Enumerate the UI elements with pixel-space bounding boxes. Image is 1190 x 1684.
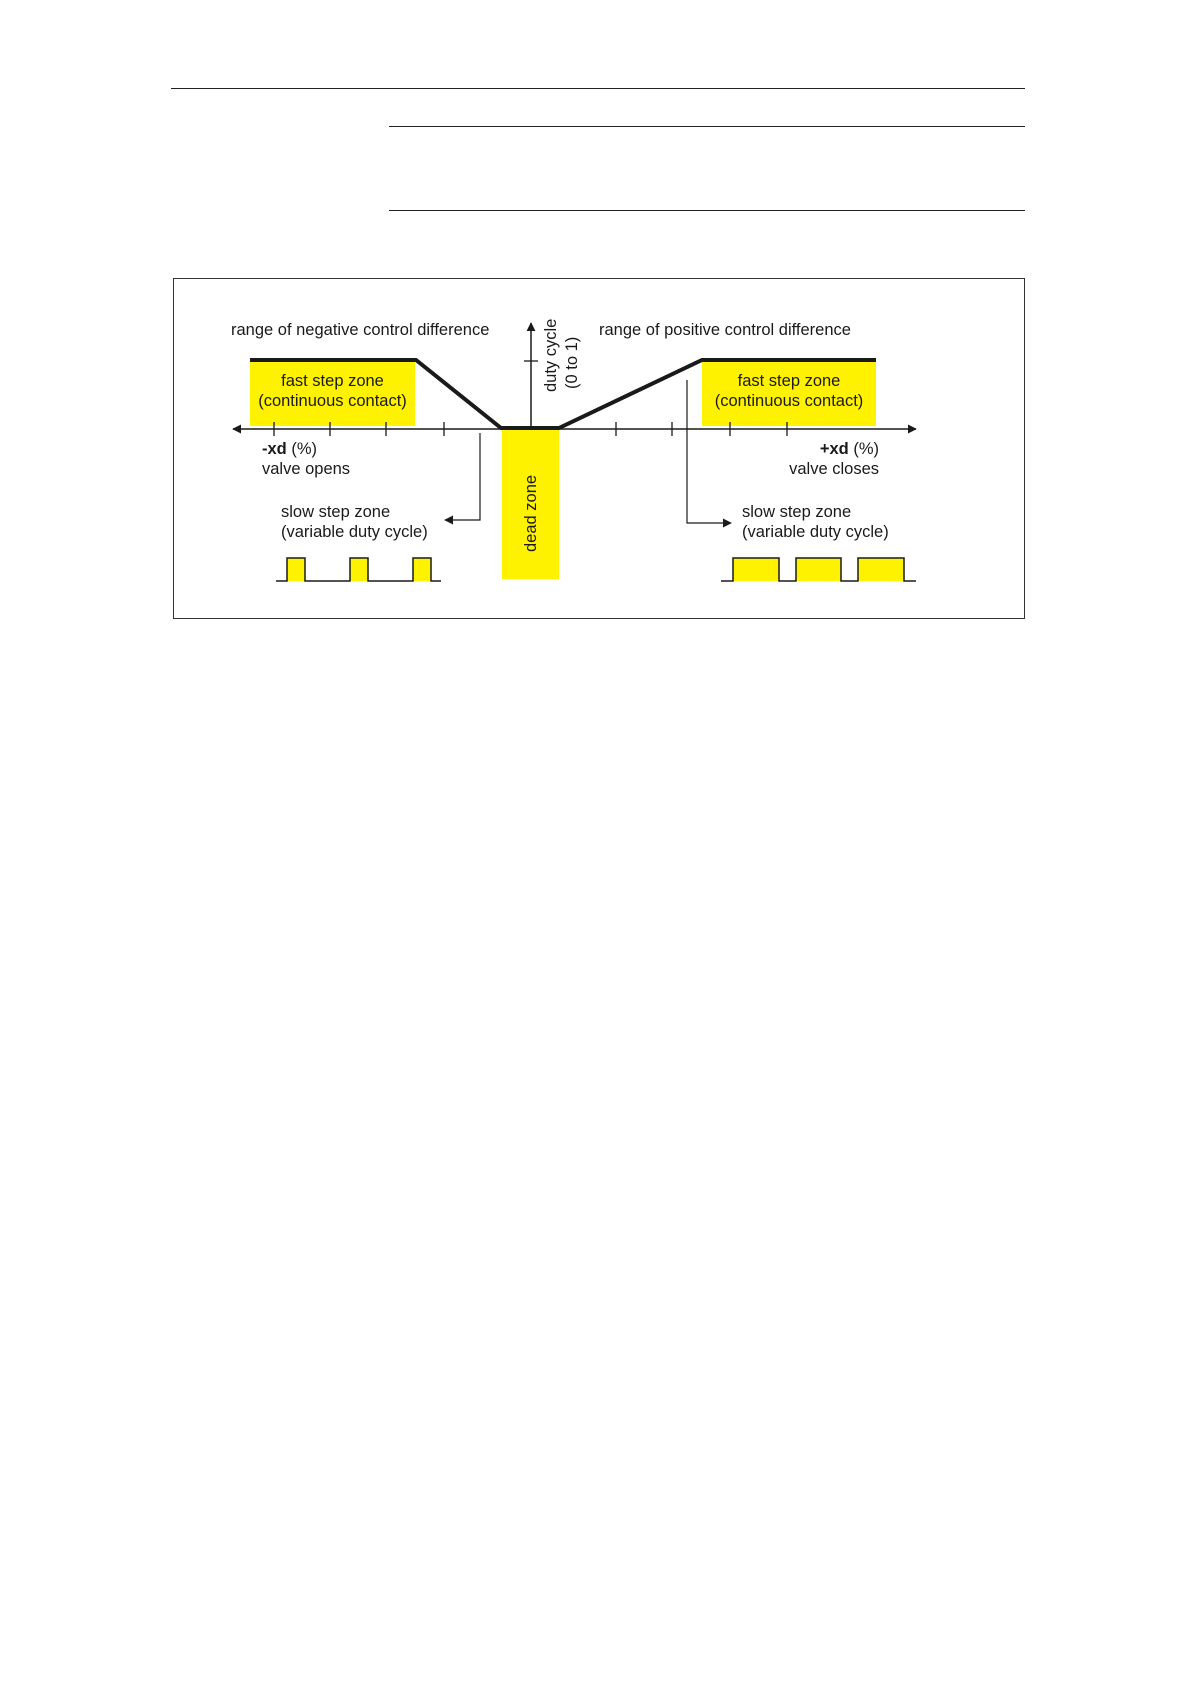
pos-xd-label: +xd (%) bbox=[819, 440, 879, 458]
svg-text:duty cycle: duty cycle bbox=[542, 318, 560, 392]
pulse-train-left bbox=[276, 558, 441, 581]
fast-zone-left-line1: fast step zone bbox=[281, 372, 384, 390]
slow-zone-left-line2: (variable duty cycle) bbox=[281, 523, 428, 541]
negative-range-label: range of negative control difference bbox=[231, 321, 490, 339]
slow-zone-left-line1: slow step zone bbox=[281, 503, 391, 521]
slow-left-leader bbox=[445, 433, 480, 520]
valve-opens-label: valve opens bbox=[262, 460, 351, 478]
fast-zone-right-line2: (continuous contact) bbox=[714, 392, 864, 410]
pulse-train-right bbox=[721, 558, 916, 581]
neg-xd-label: -xd (%) bbox=[262, 440, 317, 458]
step-controller-diagram bbox=[173, 278, 1025, 619]
dead-zone-label: dead zone bbox=[522, 474, 540, 552]
section-bottom-rule bbox=[389, 210, 1025, 211]
svg-text:(0 to 1): (0 to 1) bbox=[563, 336, 581, 389]
slow-zone-right-line1: slow step zone bbox=[742, 503, 852, 521]
slow-zone-right-line2: (variable duty cycle) bbox=[742, 523, 889, 541]
valve-closes-label: valve closes bbox=[789, 460, 879, 478]
section-top-rule bbox=[389, 126, 1025, 127]
fast-zone-left-line2: (continuous contact) bbox=[258, 392, 407, 410]
fast-zone-right-line1: fast step zone bbox=[737, 372, 841, 390]
y-axis-label bbox=[542, 319, 581, 392]
page-header-rule bbox=[171, 88, 1025, 89]
positive-range-label: range of positive control difference bbox=[599, 321, 851, 339]
